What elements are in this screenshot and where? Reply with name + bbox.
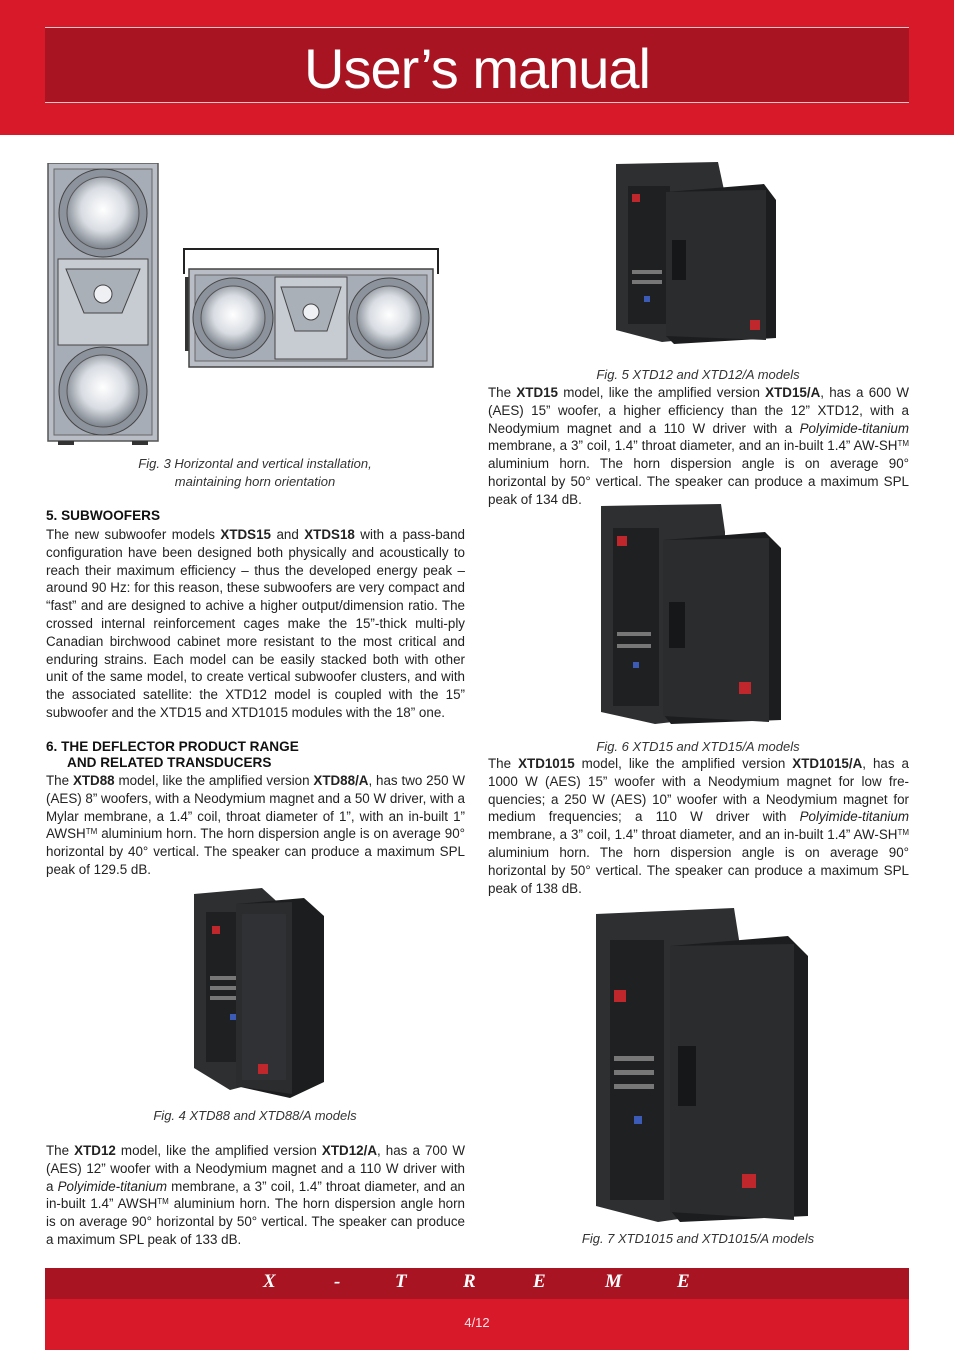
xtd88-paragraph: The XTD88 model, like the amplified version XTD88/A, has two 250 W (AES) 8” woofers, with a Neodymium magnet and a 50 W driver, with a Mylar membrane, a 1.4” coil, throat diameter of 1”, with an in-built 1” AWSH™ aluminium horn. The horn dispersion angle is on average 90° horizontal by 40° vertical. The speaker can produce a maximum SPL peak of 129.5 dB. [46,773,466,877]
fig7-caption: Fig. 7 XTD1015 and XTD1015/A models [581,1231,815,1246]
page-title: User’s manual [304,37,650,100]
page-number: 4/12 [464,1315,490,1330]
section5-heading: 5. SUBWOOFERS [46,508,161,523]
brand-letter: E [677,1271,690,1292]
brand-letter: M [605,1271,622,1292]
fig5-xtd12-speaker-image [614,160,776,344]
fig5-caption: Fig. 5 XTD12 and XTD12/A models [596,367,800,382]
fig3-caption: Fig. 3 Horizontal and vertical installation, maintaining horn orientation [138,456,372,489]
brand-letter: R [463,1271,476,1292]
brand-letter: X [263,1271,276,1292]
fig6-caption: Fig. 6 XTD15 and XTD15/A models [596,739,800,754]
fig6-xtd15-speaker-image [599,502,781,724]
xtd15-paragraph: The XTD15 model, like the amplified version XTD15/A, has a 600 W (AES) 15” woofer, a higher efficiency than the 12” XTD12, with a Neodymium magnet and a 110 W driver with a Polyimide-titanium membrane, a 3” coil, 1.4” throat diameter, and an in-built 1.4” AW-SH™ aluminium horn. The horn dispersion angle is on average 90° horizontal by 50° vertical. The speaker can produce a maximum SPL peak of 134 dB. [488,385,909,507]
header-banner [45,27,909,103]
section5-paragraph: The new subwoofer models XTDS15 and XTDS18 with a pass-band configuration have been designed both physically and acoustically to reach their maximum efficiency – thus the developed energy peak – around 90 Hz: for this reason, these subwoofers are very compact and “fast” and are designed to achive a higher output/dimension ratio. The crossed internal reinforcement cages make the 15”-thick multi-ply Canadian birchwood cabinet more resistant to the most critical and enduring strains. Each model can be easily stacked both with other unit of the same model, to create vertical subwoofer clusters, and with the associated satellite: the XTD12 model is coupled with the 15” subwoofer and the XTD15 and XTD1015 modules with the 18” one. [46,527,465,720]
brand-letter: E [533,1271,546,1292]
xtd12-paragraph: The XTD12 model, like the amplified version XTD12/A, has a 700 W (AES) 12” woofer with a Neodymium magnet and a 110 W driver with a Polyimide-titanium membrane, a 3” coil, 1.4” throat diameter, and an in-built 1.4” AWSH™ aluminium horn. The horn dispersion angle horn is on average 90° horizontal by 50° vertical. The speaker can produce a maximum SPL peak of 133 dB. [46,1143,466,1247]
fig3-horizontal-speaker-image [181,239,441,371]
fig7-xtd1015-speaker-image [594,906,808,1222]
brand-letter: T [395,1271,407,1292]
xtd1015-paragraph: The XTD1015 model, like the amplified version XTD1015/A, has a 1000 W (AES) 15” woofer with a Neodymium magnet for low fre-quencies; a 250 W (AES) 10” woofer with a Neodymium magnet for medium frequencies; a 110 W driver with Polyimide-titanium membrane, a 3” coil, 1.4” throat diameter, and an in-built 1.4” AW-SH™ aluminium horn. The horn dispersion angle is on average 90° horizontal by 50° vertical. The speaker can produce a maximum SPL peak of 138 dB. [488,756,909,896]
brand-letter: - [334,1271,341,1292]
page-footer [45,1268,909,1350]
section6-heading: 6. THE DEFLECTOR PRODUCT RANGE AND RELATED TRANSDUCERS [46,739,299,770]
fig4-xtd88-speaker-image [192,886,324,1098]
footer-brand-band [45,1268,909,1299]
page-header [0,0,954,135]
fig3-vertical-speaker-image [46,163,160,445]
fig4-caption: Fig. 4 XTD88 and XTD88/A models [153,1108,357,1123]
